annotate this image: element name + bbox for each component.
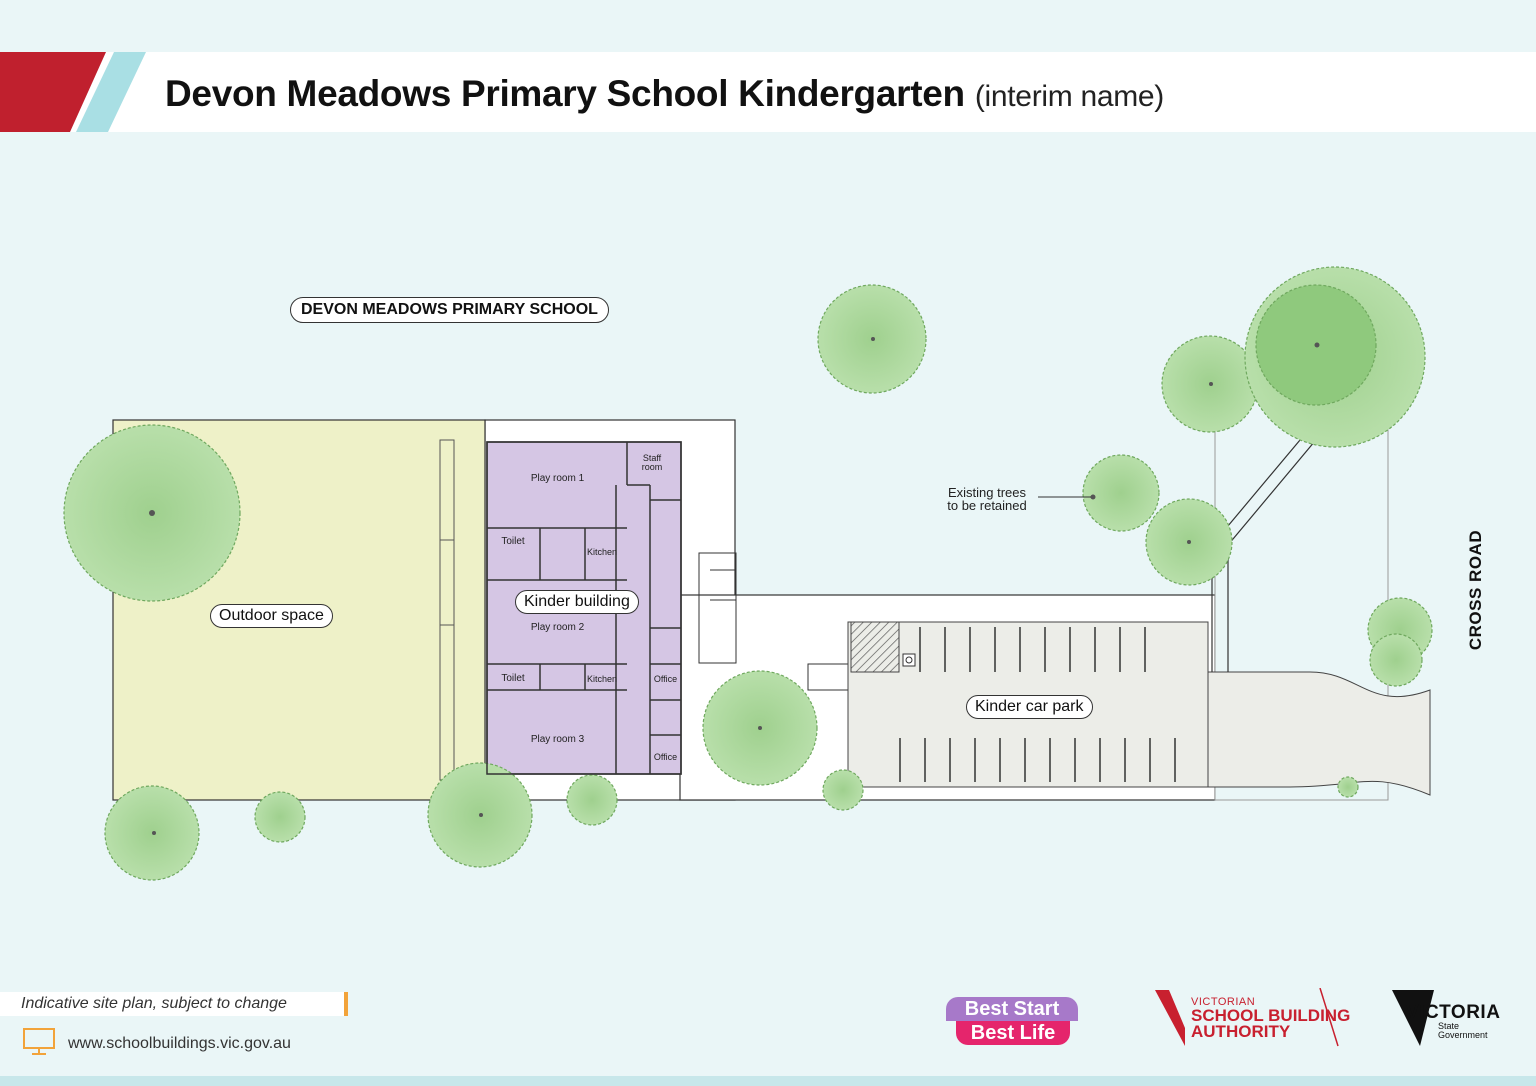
room-play-room-3: Play room 3 <box>530 734 585 745</box>
title-main: Devon Meadows Primary School Kindergarten <box>165 73 965 114</box>
best-start-best-life-logo <box>946 997 1078 1045</box>
room-kitchen-1: Kitchen <box>586 547 618 557</box>
title-subtitle: (interim name) <box>974 80 1165 113</box>
vsba-logo <box>1155 988 1355 1048</box>
victoria-state-government-logo <box>1392 988 1502 1048</box>
room-toilet-1: Toilet <box>501 536 525 547</box>
room-office-1: Office <box>653 674 678 684</box>
room-play-room-2: Play room 2 <box>530 622 585 633</box>
vic-line-2: State <box>1438 1021 1460 1031</box>
kinder-building-label: Kinder building <box>515 590 639 614</box>
school-label: DEVON MEADOWS PRIMARY SCHOOL <box>290 297 609 323</box>
tree-icon <box>823 770 863 810</box>
tree-icon <box>1083 455 1159 531</box>
car-park-label: Kinder car park <box>966 695 1093 719</box>
room-kitchen-2: Kitchen <box>586 674 618 684</box>
tree-icon <box>255 792 305 842</box>
logo-line-1: Best Start <box>946 997 1078 1021</box>
outdoor-space-label: Outdoor space <box>210 604 333 628</box>
room-toilet-2: Toilet <box>501 673 525 684</box>
monitor-icon <box>23 1028 55 1056</box>
website-link[interactable]: www.schoolbuildings.vic.gov.au <box>68 1035 291 1052</box>
logo-line-2: Best Life <box>956 1021 1070 1045</box>
tree-icon <box>567 775 617 825</box>
trees-note: Existing trees to be retained <box>947 485 1027 513</box>
room-staff-room: Staff room <box>641 453 663 472</box>
vsba-line-2: SCHOOL BUILDING <box>1191 1006 1351 1025</box>
vsba-line-1: VICTORIAN <box>1191 996 1256 1008</box>
room-office-2: Office <box>653 752 678 762</box>
vic-line-3: Government <box>1438 1030 1488 1040</box>
tree-icon <box>1338 777 1358 797</box>
room-play-room-1: Play room 1 <box>530 473 585 484</box>
disclaimer: Indicative site plan, subject to change <box>0 992 348 1016</box>
tree-icon <box>1370 634 1422 686</box>
vic-line-1: VICTORIA <box>1406 1002 1501 1023</box>
road-label: CROSS ROAD <box>1466 529 1485 651</box>
bottom-strip <box>0 1076 1536 1086</box>
vsba-line-3: AUTHORITY <box>1191 1022 1291 1041</box>
accessible-parking-icon <box>903 654 915 666</box>
